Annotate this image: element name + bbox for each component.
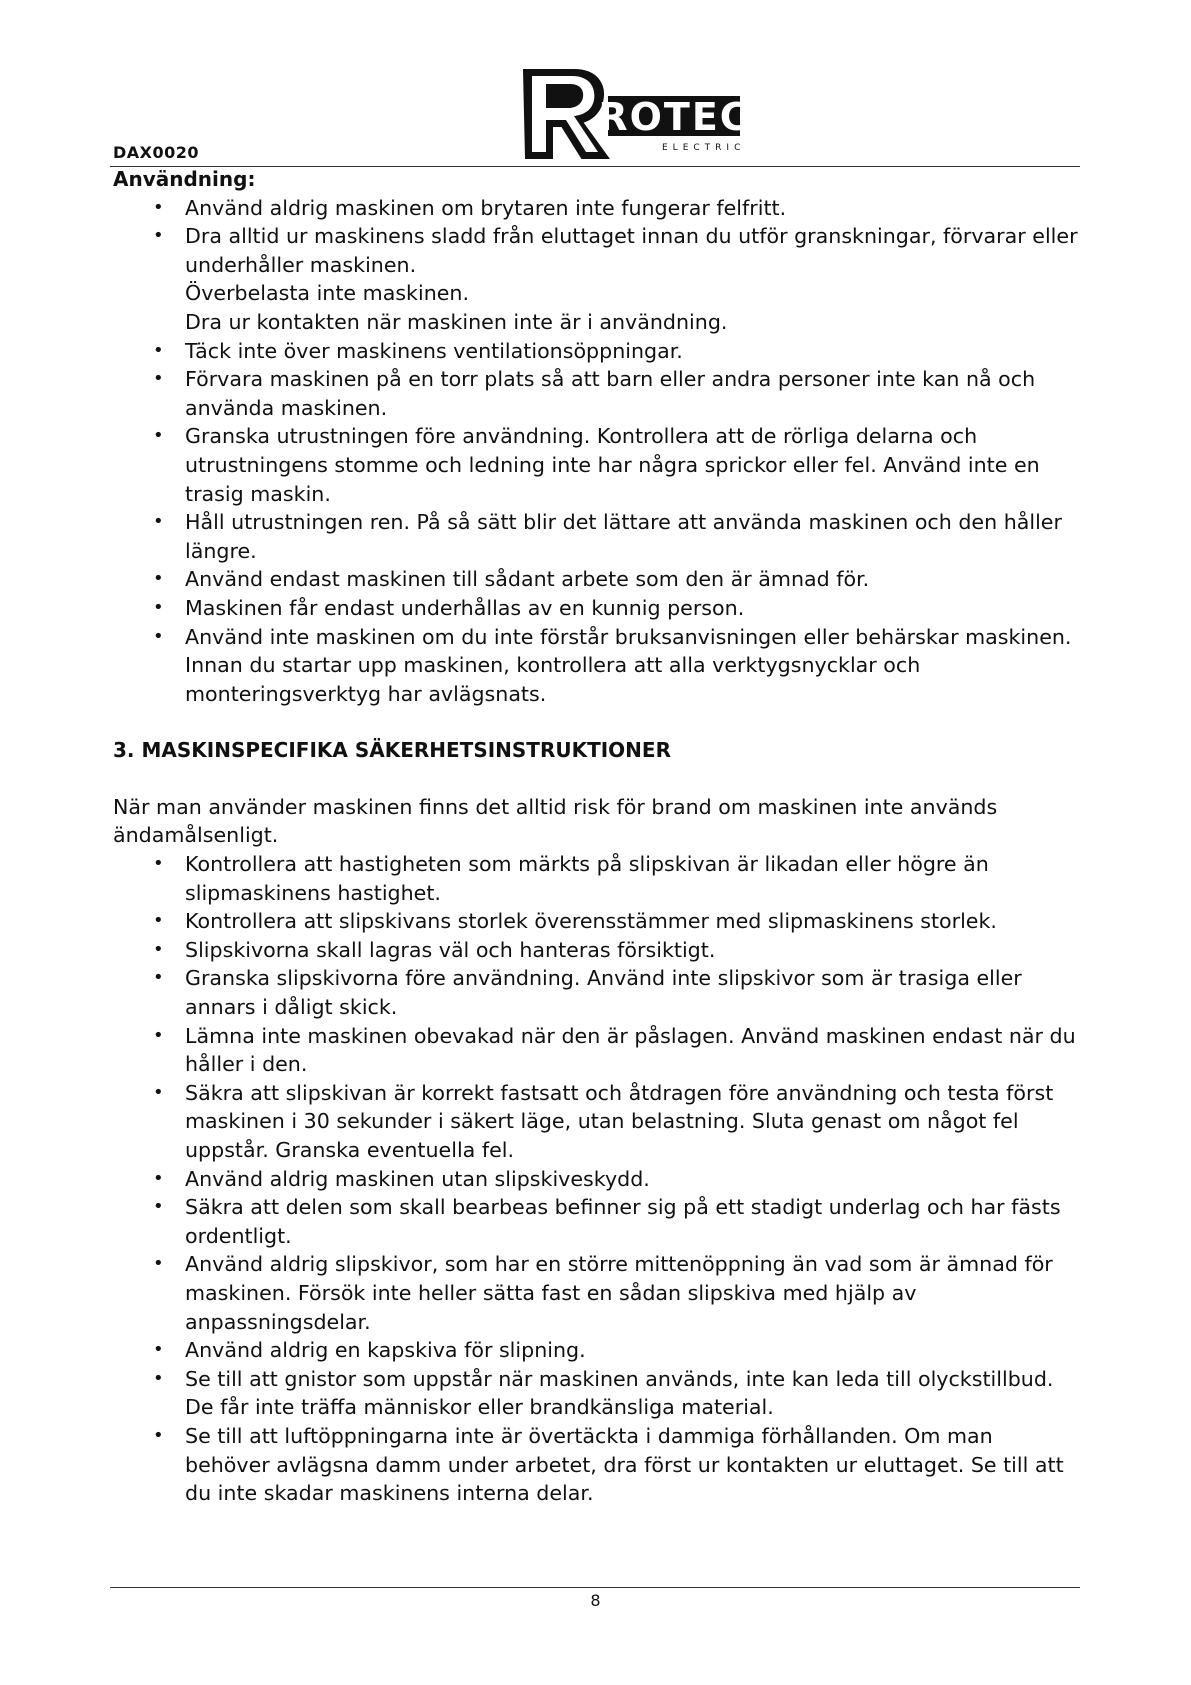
list-item: • Se till att luftöppningarna inte är övertäckta i dammiga förhållanden. Om man behöver avlägsna damm under arbetet, dra först ur kontakten ur eluttaget. Se till att du inte skadar maskinens interna delar. xyxy=(113,1422,1078,1508)
list-item: • Granska slipskivorna före användning. Använd inte slipskivor som är trasiga eller annars i dåligt skick. xyxy=(113,964,1078,1021)
continuation-text: Innan du startar upp maskinen, kontrollera att alla verktygsnycklar och monteringsverktyg har avlägsnats. xyxy=(185,653,921,706)
list-item: • Se till att gnistor som uppstår när maskinen används, inte kan leda till olyckstillbud. De får inte träffa människor eller brandkänsliga material. xyxy=(113,1365,1078,1422)
page-content xyxy=(113,165,1078,1508)
logo-subtitle: ELECTRIC xyxy=(662,143,746,153)
list-item: • Använd aldrig maskinen utan slipskiveskydd. xyxy=(113,1165,1078,1194)
list-item: • Kontrollera att hastigheten som märkts på slipskivan är likadan eller högre än slipmaskinens hastighet. xyxy=(113,850,1078,907)
usage-heading: Användning: xyxy=(113,167,256,191)
usage-list xyxy=(113,194,1078,280)
list-item: • Säkra att delen som skall bearbeas befinner sig på ett stadigt underlag och har fästs ordentligt. xyxy=(113,1193,1078,1250)
list-item: • Maskinen får endast underhållas av en kunnig person. xyxy=(113,594,1078,623)
continuation-text: Dra ur kontakten när maskinen inte är i användning. xyxy=(185,309,728,334)
usage-list-continued xyxy=(113,337,1078,652)
list-item: • Använd aldrig slipskivor, som har en större mittenöppning än vad som är ämnad för maskinen. Försök inte heller sätta fast en sådan slipskiva med hjälp av anpassningsdelar. xyxy=(113,1250,1078,1336)
list-item: • Håll utrustningen ren. På så sätt blir det lättare att använda maskinen och den håller längre. xyxy=(113,508,1078,565)
list-item: • Dra alltid ur maskinens sladd från eluttaget innan du utför granskningar, förvarar eller underhåller maskinen. xyxy=(113,222,1078,279)
page-header xyxy=(110,60,1080,167)
footer-divider xyxy=(110,1587,1080,1588)
list-item: • Granska utrustningen före användning. Kontrollera att de rörliga delarna och utrustningens stomme och ledning inte har några sprickor eller fel. Använd inte en trasig maskin. xyxy=(113,422,1078,508)
list-item: • Använd inte maskinen om du inte förstår bruksanvisningen eller behärskar maskinen. xyxy=(113,623,1078,652)
list-item: • Använd endast maskinen till sådant arbete som den är ämnad för. xyxy=(113,565,1078,594)
list-item: • Slipskivorna skall lagras väl och hanteras försiktigt. xyxy=(113,936,1078,965)
page-number: 8 xyxy=(590,1591,601,1610)
list-item: • Använd aldrig en kapskiva för slipning. xyxy=(113,1336,1078,1365)
list-item: • Kontrollera att slipskivans storlek överensstämmer med slipmaskinens storlek. xyxy=(113,907,1078,936)
rotec-logo xyxy=(512,66,792,164)
section-intro: När man använder maskinen finns det alltid risk för brand om maskinen inte används ändamålsenligt. xyxy=(113,794,998,848)
continuation-text: Överbelasta inte maskinen. xyxy=(185,281,470,306)
list-item: • Förvara maskinen på en torr plats så att barn eller andra personer inte kan nå och använda maskinen. xyxy=(113,365,1078,422)
document-code: DAX0020 xyxy=(113,143,200,162)
list-item: • Täck inte över maskinens ventilationsöppningar. xyxy=(113,337,1078,366)
section-heading: 3. MASKINSPECIFIKA SÄKERHETSINSTRUKTIONER xyxy=(113,738,671,763)
logo-wordmark: ROTEC xyxy=(598,95,750,139)
list-item: • Säkra att slipskivan är korrekt fastsatt och åtdragen före användning och testa först maskinen i 30 sekunder i säkert läge, utan belastning. Sluta genast om något fel uppstår. Granska eventuella fel. xyxy=(113,1079,1078,1165)
list-item: • Använd aldrig maskinen om brytaren inte fungerar felfritt. xyxy=(113,194,1078,223)
safety-list xyxy=(113,850,1078,1508)
list-item: • Lämna inte maskinen obevakad när den är påslagen. Använd maskinen endast när du håller i den. xyxy=(113,1022,1078,1079)
